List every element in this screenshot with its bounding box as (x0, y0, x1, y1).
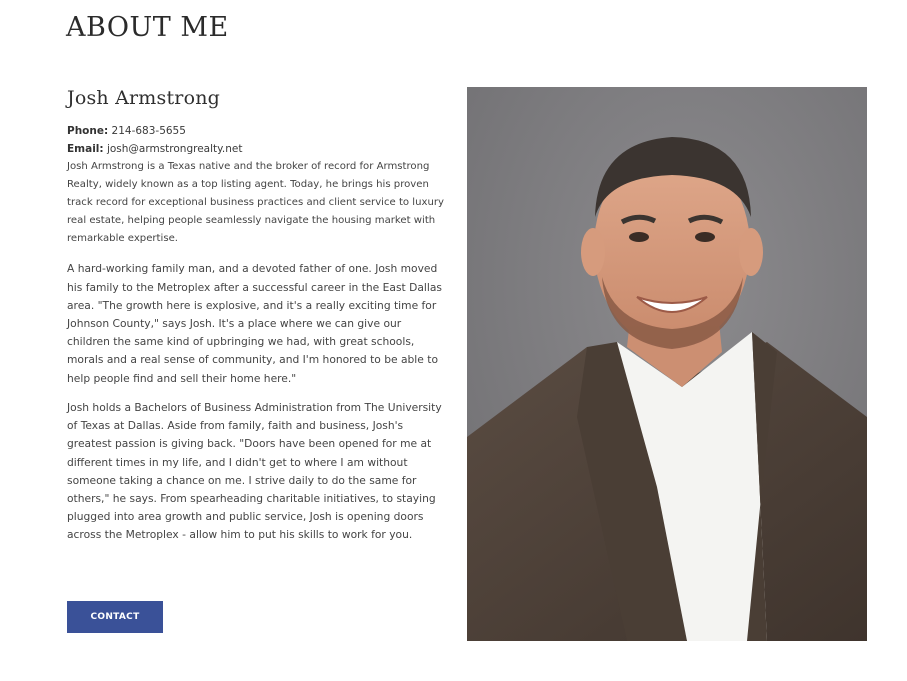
right-eye (695, 232, 715, 242)
email-label: Email: (67, 143, 104, 155)
email-line (67, 140, 445, 158)
email-address: josh@armstrongrealty.net (106, 143, 243, 155)
phone-label: Phone: (67, 125, 109, 137)
page-title: ABOUT ME (66, 12, 229, 43)
bio-paragraph: A hard-working family man, and a devoted father of one. Josh moved his family to the Metroplex after a successful career in the East Dallas area. "The growth here is explosive, and it's a really exciting time for Johnson County," says Josh. It's a place where we can give our children the same kind of upbringing we had, with great schools, morals and a real sense of community, and I'm honored to be able to help people find and sell their home here." (67, 262, 442, 385)
bio-paragraph: Josh Armstrong is a Texas native and the broker of record for Armstrong Realty, widely known as a top listing agent. Today, he brings his proven track record for exceptional business practices and client service to luxury real estate, helping people seamlessly navigate the housing market with remarkable expertise. (67, 161, 444, 245)
contact-button[interactable]: CONTACT (67, 601, 163, 633)
bio-paragraph: Josh holds a Bachelors of Business Administration from The University of Texas at Dallas. Aside from family, faith and business, Josh's greatest passion is giving back. "Doors have been opened for me at different times in my life, and I didn't get to where I am without someone taking a chance on me. I strive daily to do the same for others," he says. From spearheading charitable initiatives, to staying plugged into area growth and public service, Josh is opening doors across the Metroplex - allow him to put his skills to work for you. (67, 400, 442, 542)
phone-number: 214-683-5655 (111, 125, 186, 137)
left-eye (629, 232, 649, 242)
left-ear (581, 228, 605, 276)
bio-section (67, 84, 445, 556)
portrait-image (467, 87, 867, 641)
right-ear (739, 228, 763, 276)
agent-name: Josh Armstrong (67, 87, 221, 109)
phone-line (67, 122, 445, 140)
agent-portrait (467, 87, 867, 641)
